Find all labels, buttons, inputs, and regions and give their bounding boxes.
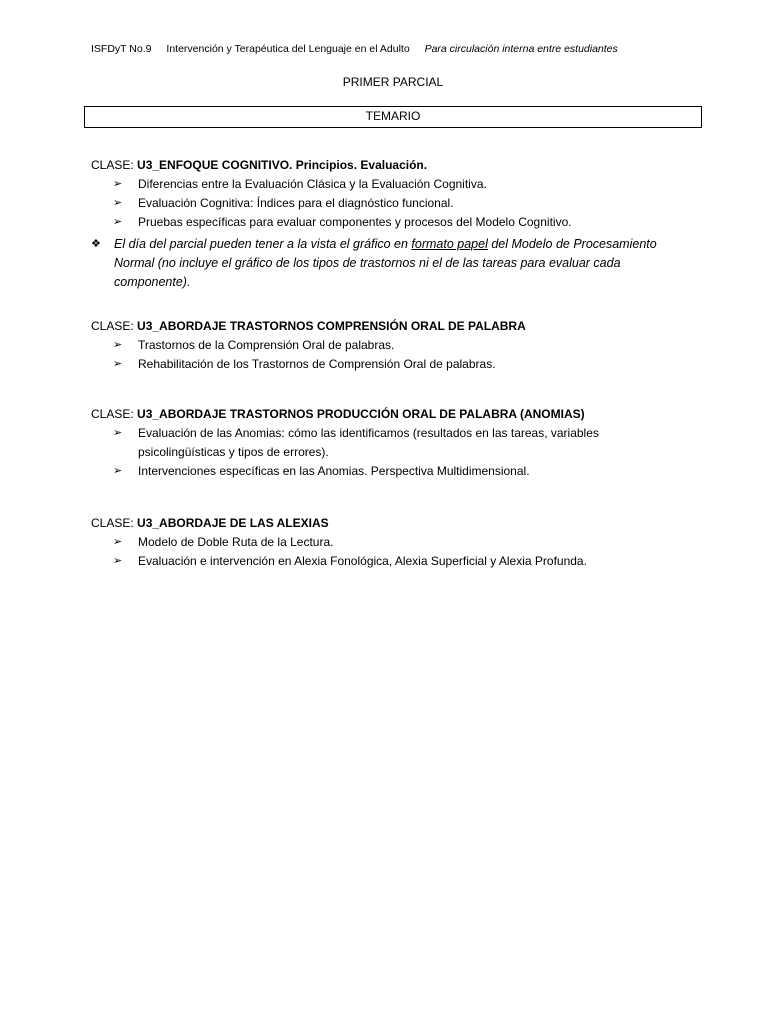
arrow-bullet-icon: ➢ [113, 465, 123, 477]
section-enfoque-cognitivo [91, 156, 691, 232]
underlined-text: formato papel [411, 237, 488, 251]
section-prefix: CLASE: [91, 319, 138, 333]
temario-box [84, 106, 702, 128]
section-title: U3_ENFOQUE COGNITIVO. Principios. Evaluación. [137, 158, 428, 172]
section-heading [91, 156, 691, 175]
page-header [91, 43, 630, 55]
circulation-note: Para circulación interna entre estudiantes [424, 43, 618, 55]
section-produccion-oral [91, 405, 691, 481]
list-item: ➢ Evaluación de las Anomias: cómo las identificamos (resultados en las tareas, variables psicolingüísticas y tipos de errores). [113, 426, 599, 459]
list-item: ➢ Rehabilitación de los Trastornos de Comprensión Oral de palabras. [91, 355, 691, 374]
list-item: ➢ Evaluación Cognitiva: Índices para el diagnóstico funcional. [91, 194, 691, 213]
topic-list [91, 336, 691, 374]
topic-list [91, 533, 691, 571]
arrow-bullet-icon: ➢ [113, 358, 123, 370]
section-heading [91, 514, 691, 533]
parcial-note: ❖ El día del parcial pueden tener a la vista el gráfico en formato papel del Modelo de Procesamiento Normal (no incluye el gráfico de los tipos de trastornos ni el de las tareas para evaluar cada componente). [91, 237, 657, 289]
section-title: U3_ABORDAJE DE LAS ALEXIAS [137, 516, 329, 530]
arrow-bullet-icon: ➢ [113, 555, 123, 567]
arrow-bullet-icon: ➢ [113, 178, 123, 190]
page-title: PRIMER PARCIAL [342, 75, 444, 89]
section-prefix: CLASE: [91, 158, 138, 172]
topic-list [91, 175, 691, 232]
section-heading [91, 317, 691, 336]
topic-list [91, 424, 691, 481]
arrow-bullet-icon: ➢ [113, 427, 123, 439]
arrow-bullet-icon: ➢ [113, 197, 123, 209]
section-prefix: CLASE: [91, 516, 138, 530]
list-item: ➢ Trastornos de la Comprensión Oral de palabras. [91, 336, 691, 355]
arrow-bullet-icon: ➢ [113, 339, 123, 351]
temario-label: TEMARIO [365, 109, 421, 123]
section-heading [91, 405, 691, 424]
institution-name: ISFDyT No.9 [91, 43, 152, 55]
section-title: U3_ABORDAJE TRASTORNOS PRODUCCIÓN ORAL DE PALABRA (ANOMIAS) [137, 407, 585, 421]
section-comprension-oral [91, 317, 691, 374]
section-prefix: CLASE: [91, 407, 138, 421]
section-alexias [91, 514, 691, 571]
arrow-bullet-icon: ➢ [113, 536, 123, 548]
list-item: ➢ Evaluación e intervención en Alexia Fonológica, Alexia Superficial y Alexia Profunda. [91, 552, 691, 571]
course-name: Intervención y Terapéutica del Lenguaje en el Adulto [166, 43, 410, 55]
list-item: ➢ Modelo de Doble Ruta de la Lectura. [91, 533, 691, 552]
section-title: U3_ABORDAJE TRASTORNOS COMPRENSIÓN ORAL DE PALABRA [137, 319, 526, 333]
list-item: ➢ Diferencias entre la Evaluación Clásica y la Evaluación Cognitiva. [91, 175, 691, 194]
list-item: ➢ Pruebas específicas para evaluar componentes y procesos del Modelo Cognitivo. [91, 213, 691, 232]
diamond-star-icon: ❖ [91, 238, 101, 250]
arrow-bullet-icon: ➢ [113, 216, 123, 228]
list-item: ➢ Intervenciones específicas en las Anomias. Perspectiva Multidimensional. [91, 462, 691, 481]
